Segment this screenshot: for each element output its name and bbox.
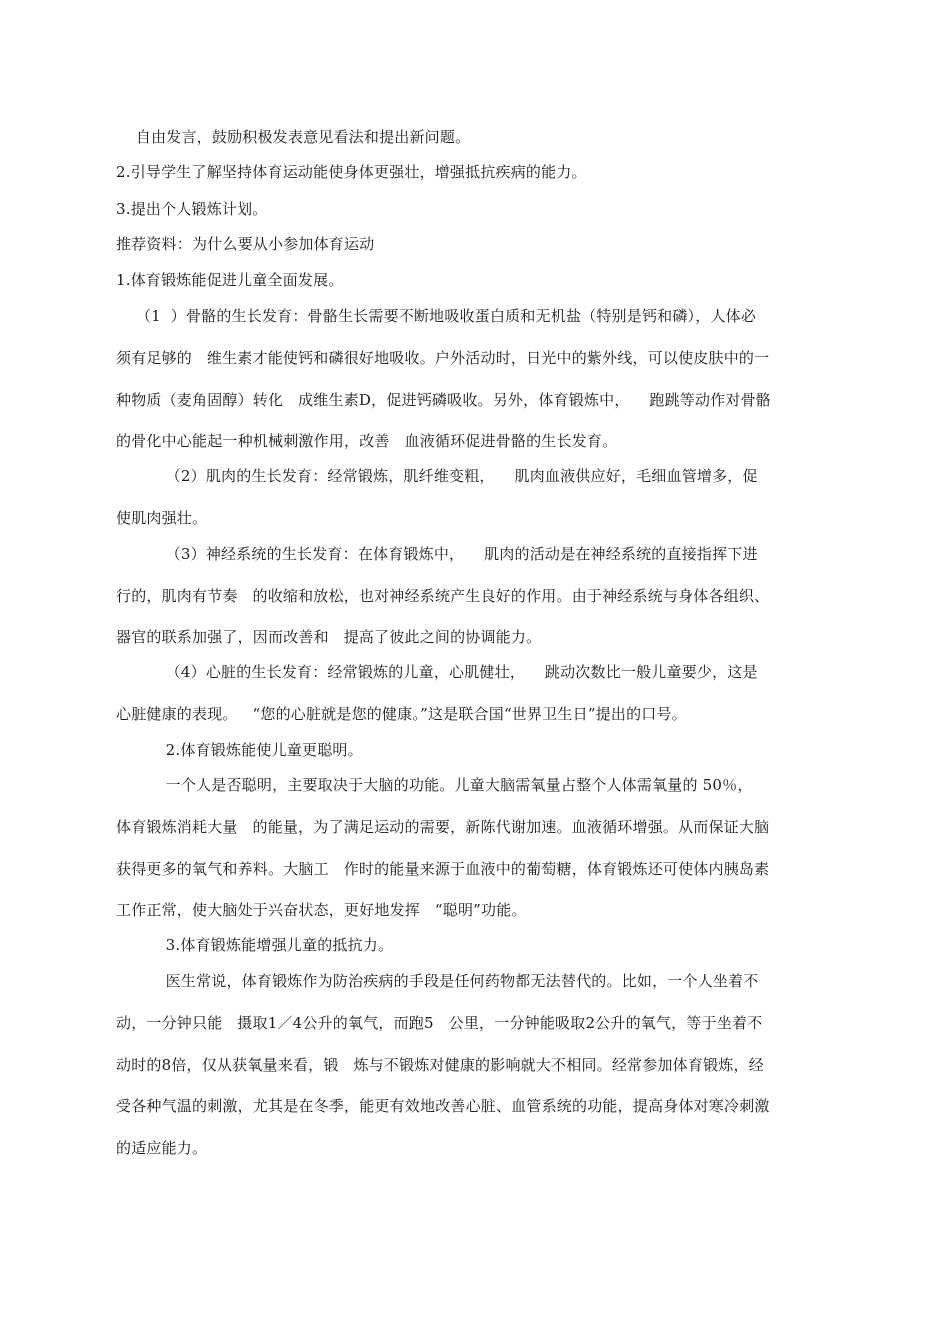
text-line: 医生常说，体育锻炼作为防治疾病的手段是任何药物都无法替代的。比如，一个人坐着不 (116, 972, 759, 990)
text-line: 种物质（麦角固醇）转化 成维生素D，促进钙磷吸收。另外，体育锻炼中， 跑跳等动作对骨骼 (116, 391, 772, 409)
text-line: 推荐资料：为什么要从小参加体育运动 (116, 235, 375, 253)
text-line: （2）肌肉的生长发育：经常锻炼，肌纤维变粗， 肌肉血液供应好，毛细血管增多，促 (116, 467, 758, 485)
text-line: （4）心脏的生长发育：经常锻炼的儿童，心肌健壮， 跳动次数比一般儿童要少，这是 (116, 663, 758, 681)
text-line: 的适应能力。 (116, 1139, 208, 1157)
text-line: （1 ）骨骼的生长发育：骨骼生长需要不断地吸收蛋白质和无机盐（特别是钙和磷），人体必 (116, 307, 757, 325)
text-line: 1.体育锻炼能促进儿童全面发展。 (116, 271, 344, 289)
text-line: 体育锻炼消耗大量 的能量，为了满足运动的需要，新陈代谢加速。血液循环增强。从而保证大脑 (116, 818, 770, 836)
text-line: 动，一分钟只能 摄取1／4公升的氧气，而跑5 公里，一分钟能吸取2公升的氧气，等于坐着不 (116, 1014, 763, 1032)
text-line: 自由发言，鼓励积极发表意见看法和提出新问题。 (116, 128, 471, 146)
text-line: 3.体育锻炼能增强儿童的抵抗力。 (116, 936, 394, 954)
text-line: 的骨化中心能起一种机械刺激作用，改善 血液循环促进骨骼的生长发育。 (116, 432, 618, 450)
text-line: 行的，肌肉有节奏 的收缩和放松，也对神经系统产生良好的作用。由于神经系统与身体各组织、 (116, 587, 770, 605)
text-line: 受各种气温的刺激，尤其是在冬季，能更有效地改善心脏、血管系统的功能，提高身体对寒冷刺激 (116, 1097, 770, 1115)
text-line: 动时的8倍，仅从获氧量来看，锻 炼与不锻炼对健康的影响就大不相同。经常参加体育锻炼，经 (116, 1056, 764, 1074)
text-line: 获得更多的氧气和养料。大脑工 作时的能量来源于血液中的葡萄糖，体育锻炼还可使体内胰岛素 (116, 860, 770, 878)
text-line: 2.引导学生了解坚持体育运动能使身体更强壮，增强抵抗疾病的能力。 (116, 163, 587, 181)
text-line: 心脏健康的表现。 “您的心脏就是您的健康。”这是联合国“世界卫生日”提出的口号。 (116, 705, 687, 723)
text-line: （3）神经系统的生长发育：在体育锻炼中， 肌肉的活动是在神经系统的直接指挥下进 (116, 545, 758, 563)
text-line: 一个人是否聪明，主要取决于大脑的功能。儿童大脑需氧量占整个人体需氧量的 50％， (116, 776, 753, 794)
text-line: 2.体育锻炼能使儿童更聪明。 (116, 741, 363, 759)
text-line: 工作正常，使大脑处于兴奋状态，更好地发挥 “聪明”功能。 (116, 901, 527, 919)
text-line: 使肌肉强壮。 (116, 509, 208, 527)
text-line: 器官的联系加强了，因而改善和 提高了彼此之间的协调能力。 (116, 628, 542, 646)
text-line: 须有足够的 维生素才能使钙和磷很好地吸收。户外活动时，日光中的紫外线，可以使皮肤中的一 (116, 349, 770, 367)
text-line: 3.提出个人锻炼计划。 (116, 200, 268, 218)
